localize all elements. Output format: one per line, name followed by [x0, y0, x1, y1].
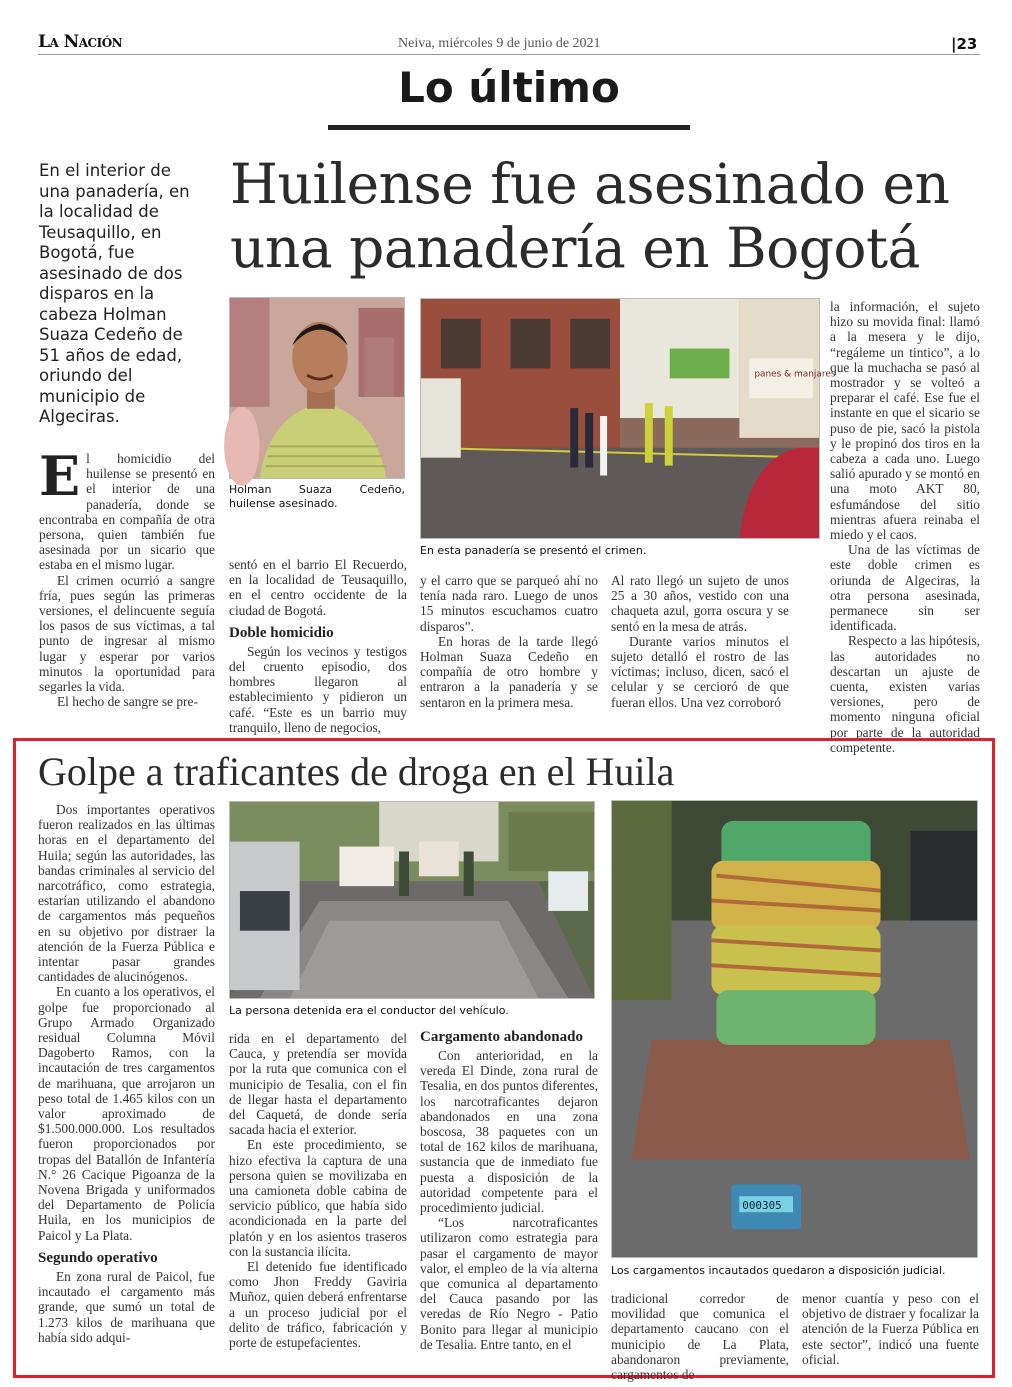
- paragraph: Una de las víctimas de este doble crimen es oriunda de Algeciras, la otra persona asesinada, permanece sin ser identificada.: [830, 542, 980, 634]
- article1-column-1: [39, 444, 215, 713]
- scale-photo-image: [612, 801, 977, 1257]
- paragraph: l homicidio del huilense se presentó en el interior de una panadería, donde se encontraba en compañía de otra persona, quien también fue asesinada por un sicario que estaba en el mismo lugar.: [39, 451, 215, 573]
- scale-photo: [611, 800, 978, 1258]
- paragraph: Al rato llegó un sujeto de unos 25 a 30 años, vestido con una chaqueta azul, gorra oscura y se sentó en la mesa de atrás.: [611, 573, 789, 634]
- paragraph: El detenido fue identificado como Jhon Freddy Gaviria Muñoz, quien deberá enfrentarse a un proceso judicial por el delito de tráfico, fabricación y porte de estupefacientes.: [229, 1259, 407, 1351]
- paragraph: “Los narcotraficantes utilizaron como estrategia para pasar el cargamento de mayor valor, el empleo de la vía alterna que comunica al departamento del Cauca pasando por las veredas de Río Negro - Patio Bonito para llegar al municipio de Tesalia. Entre tanto, en el: [420, 1215, 598, 1352]
- paragraph: la información, el sujeto hizo su movida final: llamó a la mesera y le dijo, “regáleme un tintico”, a lo que la muchacha se pasó al mostrador y se volteó a preparar el café. Ese fue el instante en que el sicario se puso de pie, sacó la pistola y le propinó dos tiros en la cabeza a cada uno. Luego salió apurado y se montó en una moto AKT 80, esfumándose del sitio mientras afuera reinaba el miedo y el caos.: [830, 299, 980, 543]
- article2-column-3: [420, 1022, 598, 1367]
- article1-title: [230, 152, 990, 280]
- subhead-doble-homicidio: Doble homicidio: [229, 624, 334, 641]
- section-title: Lo último: [398, 63, 620, 112]
- dropcap: E: [39, 444, 81, 508]
- paragraph: En cuanto a los operativos, el golpe fue proporcionado al Grupo Armado Organizado residual Columna Móvil Dagoberto Ramos, con la incautación de tres cargamentos de marihuana, que arrojaron un peso total de 1.465 kilos con un valor aproximado de $1.500.000.000. Los resultados fueron proporcionados por tropas del Batallón de Infantería N.° 26 Cacique Pigoanza de la Novena Brigada y uniformados del Departamento de Policía Huila, en los municipios de Paicol y La Plata.: [38, 984, 215, 1243]
- paragraph: Durante varios minutos el sujeto detalló el rostro de las víctimas; incluso, dicen, sacó el celular y se cercioró de que fueran ellos. Una vez corroboró: [611, 633, 789, 710]
- article1-title-line2: una panadería en Bogotá: [230, 216, 920, 280]
- article1-column-2: [229, 557, 407, 735]
- paragraph: Según los vecinos y testigos del cruento episodio, dos hombres llegaron al establecimiento y pidieron un café. “Este es un barrio muy tranquilo, lleno de negocios,: [229, 643, 407, 735]
- paragraph: y el carro que se parqueó ahí no tenía nada raro. Luego de unos 15 minutos escuchamos cuatro disparos”.: [420, 573, 598, 634]
- article1-column-4: [611, 573, 789, 713]
- scale-display-readout: 000305: [742, 1199, 782, 1213]
- caption-street: En esta panadería se presentó el crimen.: [420, 544, 647, 557]
- section-rule: [328, 125, 690, 130]
- seizure-street-photo: [229, 801, 595, 999]
- article2-column-2: [229, 1031, 407, 1367]
- paragraph: En zona rural de Paicol, fue incautado el cargamento más grande, que sumó un total de 1.273 kilos de marihuana que había sido adqui-: [38, 1268, 215, 1345]
- portrait-photo: [229, 297, 405, 479]
- header-rule: [38, 54, 980, 55]
- paragraph: Dos importantes operativos fueron realizados en las últimas horas en el departamento del Huila; según las autoridades, las bandas criminales al servicio del narcotráfico, como estrategia, estarían utilizando el abandono de cargamentos más pequeños en su objetivo por distraer la atención de la Fuerza Pública e intentar pasar grandes cantidades de alucinógenos.: [38, 802, 215, 985]
- paragraph: En este procedimiento, se hizo efectiva la captura de una persona quien se movilizaba en una camioneta doble cabina de servicio público, que había sido acondicionada en la parte del platón y en los asientos traseros con la sustancia ilícita.: [229, 1137, 407, 1259]
- article1-lead: En el interior de una panadería, en la localidad de Teusaquillo, en Bogotá, fue asesinado de dos disparos en la cabeza Holman Suaza Cedeño de 51 años de edad, oriundo del municipio de Algeciras.: [39, 161, 190, 426]
- paragraph: tradicional corredor de movilidad que comunica el departamento caucano con el municipio de La Plata, abandonaron previamente, cargamentos de: [611, 1291, 789, 1383]
- paragraph: Con anterioridad, en la vereda El Dinde, zona rural de Tesalia, en dos puntos diferentes, los narcotraficantes dejaron abandonados en una zona boscosa, 38 paquetes con un total de 162 kilos de marihuana, sustancia que de inmediato fue puesta a disposición de la autoridad competente para el procedimiento judicial.: [420, 1048, 598, 1216]
- shop-sign: panes & manjares: [754, 369, 836, 380]
- subhead-segundo-operativo: Segundo operativo: [38, 1249, 158, 1266]
- paragraph: sentó en el barrio El Recuerdo, en la localidad de Teusaquillo, en el centro occidente de la ciudad de Bogotá.: [229, 557, 407, 618]
- street-photo: [420, 298, 836, 539]
- article2-column-4: [611, 1291, 789, 1383]
- article1-column-3: [420, 573, 598, 713]
- article2-column-5: [802, 1291, 979, 1367]
- article2-title: Golpe a traficantes de droga en el Huila: [38, 749, 675, 794]
- caption-portrait: Holman Suaza Cedeño, huilense asesinado.: [229, 483, 405, 510]
- article1-title-line1: Huilense fue asesinado en: [230, 152, 950, 216]
- masthead: La Nación: [38, 32, 123, 52]
- street-photo-image: [421, 299, 836, 538]
- seizure-street-photo-image: [230, 802, 594, 998]
- paragraph: El crimen ocurrió a sangre fría, pues según las primeras versiones, el delincuente seguía los pasos de sus víctimas, a tal punto de ingresar al mismo lugar y esperar por varios minutos la oportunidad para segarles la vida.: [39, 572, 215, 695]
- dateline: Neiva, miércoles 9 de junio de 2021: [398, 36, 601, 51]
- paragraph: El hecho de sangre se pre-: [57, 694, 198, 710]
- portrait-photo-image: [230, 298, 404, 478]
- caption-scale: Los cargamentos incautados quedaron a disposición judicial.: [611, 1264, 946, 1277]
- paragraph: menor cuantía y peso con el objetivo de distraer y focalizar la atención de la Fuerza Pública en este sector”, indicó una fuente oficial.: [802, 1291, 979, 1367]
- subhead-cargamento-abandonado: Cargamento abandonado: [420, 1029, 583, 1045]
- paragraph: rida en el departamento del Cauca, y pretendía ser movida por la ruta que comunica con el municipio de Tesalia, con el fin de llegar hasta el departamento del Caquetá, de donde sería sacada hacia el exterior.: [229, 1031, 407, 1138]
- article2-column-1: [38, 802, 215, 1367]
- page-number: |23: [951, 35, 978, 53]
- paragraph: En horas de la tarde llegó Holman Suaza Cedeño en compañía de otro hombre y entraron a la panadería y se sentaron en la primera mesa.: [420, 633, 598, 710]
- article1-column-5: [830, 299, 980, 755]
- caption-seizure-street: La persona detenida era el conductor del vehículo.: [229, 1004, 509, 1017]
- paragraph: Respecto a las hipótesis, las autoridades no descartan un ajuste de cuenta, existen varias versiones, pero de momento ninguna oficial por parte de la autoridad competente.: [830, 633, 980, 755]
